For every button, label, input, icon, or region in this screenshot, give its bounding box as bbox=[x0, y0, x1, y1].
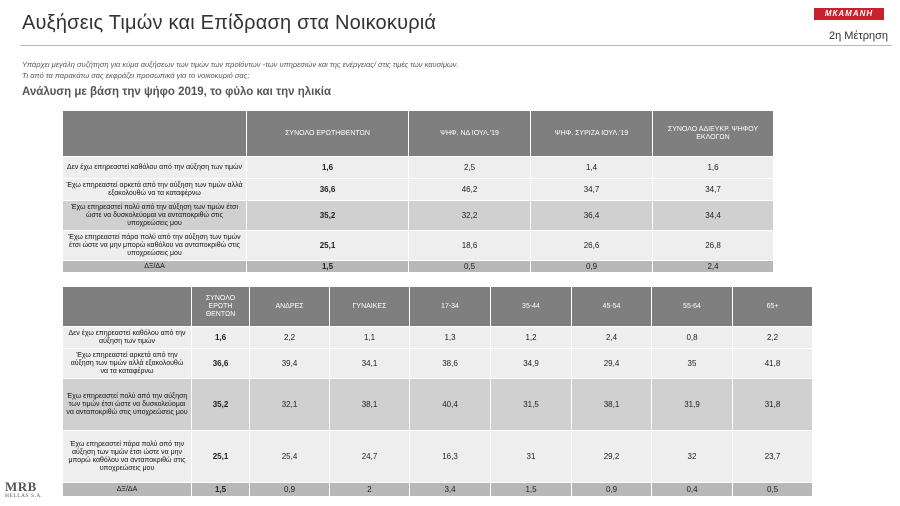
mrb-logo-mark: MRB bbox=[5, 479, 37, 494]
table-row bbox=[63, 379, 813, 431]
row-label: Έχω επηρεαστεί αρκετά από την αύξηση των τιμών αλλά εξακολουθώ να τα καταφέρνω bbox=[63, 349, 192, 379]
row-label: Έχω επηρεαστεί πάρα πολύ από την αύξηση των τιμών έτσι ώστε να μην μπορώ καθόλου να ανταποκριθώ στις υποχρεώσεις μου bbox=[63, 431, 192, 483]
value-cell: 1,3 bbox=[410, 327, 491, 349]
value-cell: 39,4 bbox=[250, 349, 330, 379]
header-cell: 45-54 bbox=[572, 287, 652, 327]
value-cell: 23,7 bbox=[733, 431, 813, 483]
value-cell: 31,9 bbox=[652, 379, 733, 431]
value-cell: 32,1 bbox=[250, 379, 330, 431]
value-cell: 34,7 bbox=[653, 179, 774, 201]
table-row bbox=[63, 483, 813, 497]
value-cell: 35,2 bbox=[192, 379, 250, 431]
value-cell: 1,2 bbox=[491, 327, 572, 349]
table-row bbox=[63, 431, 813, 483]
brand-logo: МКАΜΑΝΗ bbox=[814, 8, 884, 20]
row-label: ΔΞ/ΔΑ bbox=[63, 261, 247, 273]
value-cell: 25,1 bbox=[247, 231, 409, 261]
table-row bbox=[63, 201, 774, 231]
header-cell: 55-64 bbox=[652, 287, 733, 327]
value-cell: 0,5 bbox=[733, 483, 813, 497]
value-cell: 40,4 bbox=[410, 379, 491, 431]
value-cell: 31 bbox=[491, 431, 572, 483]
value-cell: 2,2 bbox=[250, 327, 330, 349]
header-cell: ΑΝΔΡΕΣ bbox=[250, 287, 330, 327]
value-cell: 1,1 bbox=[330, 327, 410, 349]
value-cell: 31,8 bbox=[733, 379, 813, 431]
header-cell: ΨΗΦ. ΝΔ ΙΟΥΛ.'19 bbox=[409, 111, 531, 157]
value-cell: 0,9 bbox=[250, 483, 330, 497]
row-label: Έχω επηρεαστεί πάρα πολύ από την αύξηση των τιμών έτσι ώστε να μην μπορώ καθόλου να ανταποκριθώ στις υποχρεώσεις μου bbox=[63, 231, 247, 261]
value-cell: 24,7 bbox=[330, 431, 410, 483]
analysis-subtitle: Ανάλυση με βάση την ψήφο 2019, το φύλο και την ηλικία bbox=[22, 86, 332, 98]
table-header-row bbox=[63, 111, 774, 157]
value-cell: 46,2 bbox=[409, 179, 531, 201]
value-cell: 0,4 bbox=[652, 483, 733, 497]
value-cell: 0,8 bbox=[652, 327, 733, 349]
value-cell: 34,7 bbox=[531, 179, 653, 201]
value-cell: 1,6 bbox=[192, 327, 250, 349]
value-cell: 36,4 bbox=[531, 201, 653, 231]
table-row bbox=[63, 349, 813, 379]
value-cell: 31,5 bbox=[491, 379, 572, 431]
value-cell: 0,9 bbox=[531, 261, 653, 273]
table-row bbox=[63, 327, 813, 349]
table-row bbox=[63, 231, 774, 261]
value-cell: 32,2 bbox=[409, 201, 531, 231]
table-row bbox=[63, 261, 774, 273]
header-cell: ΨΗΦ. ΣΥΡΙΖΑ ΙΟΥΛ.'19 bbox=[531, 111, 653, 157]
value-cell: 34,4 bbox=[653, 201, 774, 231]
value-cell: 35 bbox=[652, 349, 733, 379]
value-cell: 25,1 bbox=[192, 431, 250, 483]
question-line-2: Τι από τα παρακάτω σας εκφράζει προσωπικά για το νοικοκυριό σας; bbox=[22, 71, 250, 80]
row-label: Δεν έχω επηρεαστεί καθόλου από την αύξηση των τιμών bbox=[63, 157, 247, 179]
mrb-logo-subtext: HELLAS S.A. bbox=[5, 493, 43, 499]
value-cell: 29,4 bbox=[572, 349, 652, 379]
value-cell: 34,1 bbox=[330, 349, 410, 379]
value-cell: 1,4 bbox=[531, 157, 653, 179]
measurement-label: 2η Μέτρηση bbox=[829, 30, 888, 42]
row-label: Δεν έχω επηρεαστεί καθόλου από την αύξηση των τιμών bbox=[63, 327, 192, 349]
vote-table bbox=[62, 110, 774, 273]
value-cell: 2,4 bbox=[653, 261, 774, 273]
header-cell bbox=[63, 287, 192, 327]
value-cell: 25,4 bbox=[250, 431, 330, 483]
value-cell: 36,6 bbox=[247, 179, 409, 201]
value-cell: 36,6 bbox=[192, 349, 250, 379]
value-cell: 1,5 bbox=[247, 261, 409, 273]
value-cell: 3,4 bbox=[410, 483, 491, 497]
value-cell: 16,3 bbox=[410, 431, 491, 483]
value-cell: 41,8 bbox=[733, 349, 813, 379]
question-line-1: Υπάρχει μεγάλη συζήτηση για κύμα αυξήσεων των τιμών των προϊόντων -των υπηρεσιών και της ενέργειας/ στις τιμές των καυσίμων. bbox=[22, 60, 459, 69]
value-cell: 1,5 bbox=[192, 483, 250, 497]
question-intro bbox=[22, 59, 722, 81]
header-cell bbox=[63, 111, 247, 157]
header-cell: 65+ bbox=[733, 287, 813, 327]
row-label: ΔΞ/ΔΑ bbox=[63, 483, 192, 497]
value-cell: 26,6 bbox=[531, 231, 653, 261]
header-cell: ΓΥΝΑΙΚΕΣ bbox=[330, 287, 410, 327]
value-cell: 26,8 bbox=[653, 231, 774, 261]
value-cell: 29,2 bbox=[572, 431, 652, 483]
value-cell: 34,9 bbox=[491, 349, 572, 379]
header-cell: ΣΥΝΟΛΟ ΑΔΙΕΥΚΡ. ΨΗΦΟΥ ΕΚΛΟΓΩΝ bbox=[653, 111, 774, 157]
table-row bbox=[63, 157, 774, 179]
header-cell: 35-44 bbox=[491, 287, 572, 327]
value-cell: 2,5 bbox=[409, 157, 531, 179]
value-cell: 38,1 bbox=[330, 379, 410, 431]
value-cell: 1,6 bbox=[247, 157, 409, 179]
header-cell: ΣΥΝΟΛΟ ΕΡΩΤΗ ΘΕΝΤΩΝ bbox=[192, 287, 250, 327]
header-cell: ΣΥΝΟΛΟ ΕΡΩΤΗΘΕΝΤΩΝ bbox=[247, 111, 409, 157]
title-divider bbox=[20, 45, 892, 46]
value-cell: 35,2 bbox=[247, 201, 409, 231]
value-cell: 2,4 bbox=[572, 327, 652, 349]
value-cell: 0,9 bbox=[572, 483, 652, 497]
mrb-logo bbox=[5, 480, 43, 499]
gender-age-table bbox=[62, 286, 813, 497]
value-cell: 1,5 bbox=[491, 483, 572, 497]
row-label: Έχω επηρεαστεί πολύ από την αύξηση των τιμών έτσι ώστε να δυσκολεύομαι να ανταποκριθώ στις υποχρεώσεις μου bbox=[63, 201, 247, 231]
value-cell: 38,6 bbox=[410, 349, 491, 379]
header-cell: 17-34 bbox=[410, 287, 491, 327]
value-cell: 2,2 bbox=[733, 327, 813, 349]
value-cell: 0,5 bbox=[409, 261, 531, 273]
value-cell: 38,1 bbox=[572, 379, 652, 431]
value-cell: 2 bbox=[330, 483, 410, 497]
value-cell: 18,6 bbox=[409, 231, 531, 261]
value-cell: 32 bbox=[652, 431, 733, 483]
table-row bbox=[63, 179, 774, 201]
table-header-row bbox=[63, 287, 813, 327]
row-label: Έχω επηρεαστεί πολύ από την αύξηση των τιμών έτσι ώστε να δυσκολεύομαι να ανταποκριθώ στις υποχρεώσεις μου bbox=[63, 379, 192, 431]
value-cell: 1,6 bbox=[653, 157, 774, 179]
row-label: Έχω επηρεαστεί αρκετά από την αύξηση των τιμών αλλά εξακολουθώ να τα καταφέρνω bbox=[63, 179, 247, 201]
page-title: Αυξήσεις Τιμών και Επίδραση στα Νοικοκυριά bbox=[22, 12, 437, 34]
